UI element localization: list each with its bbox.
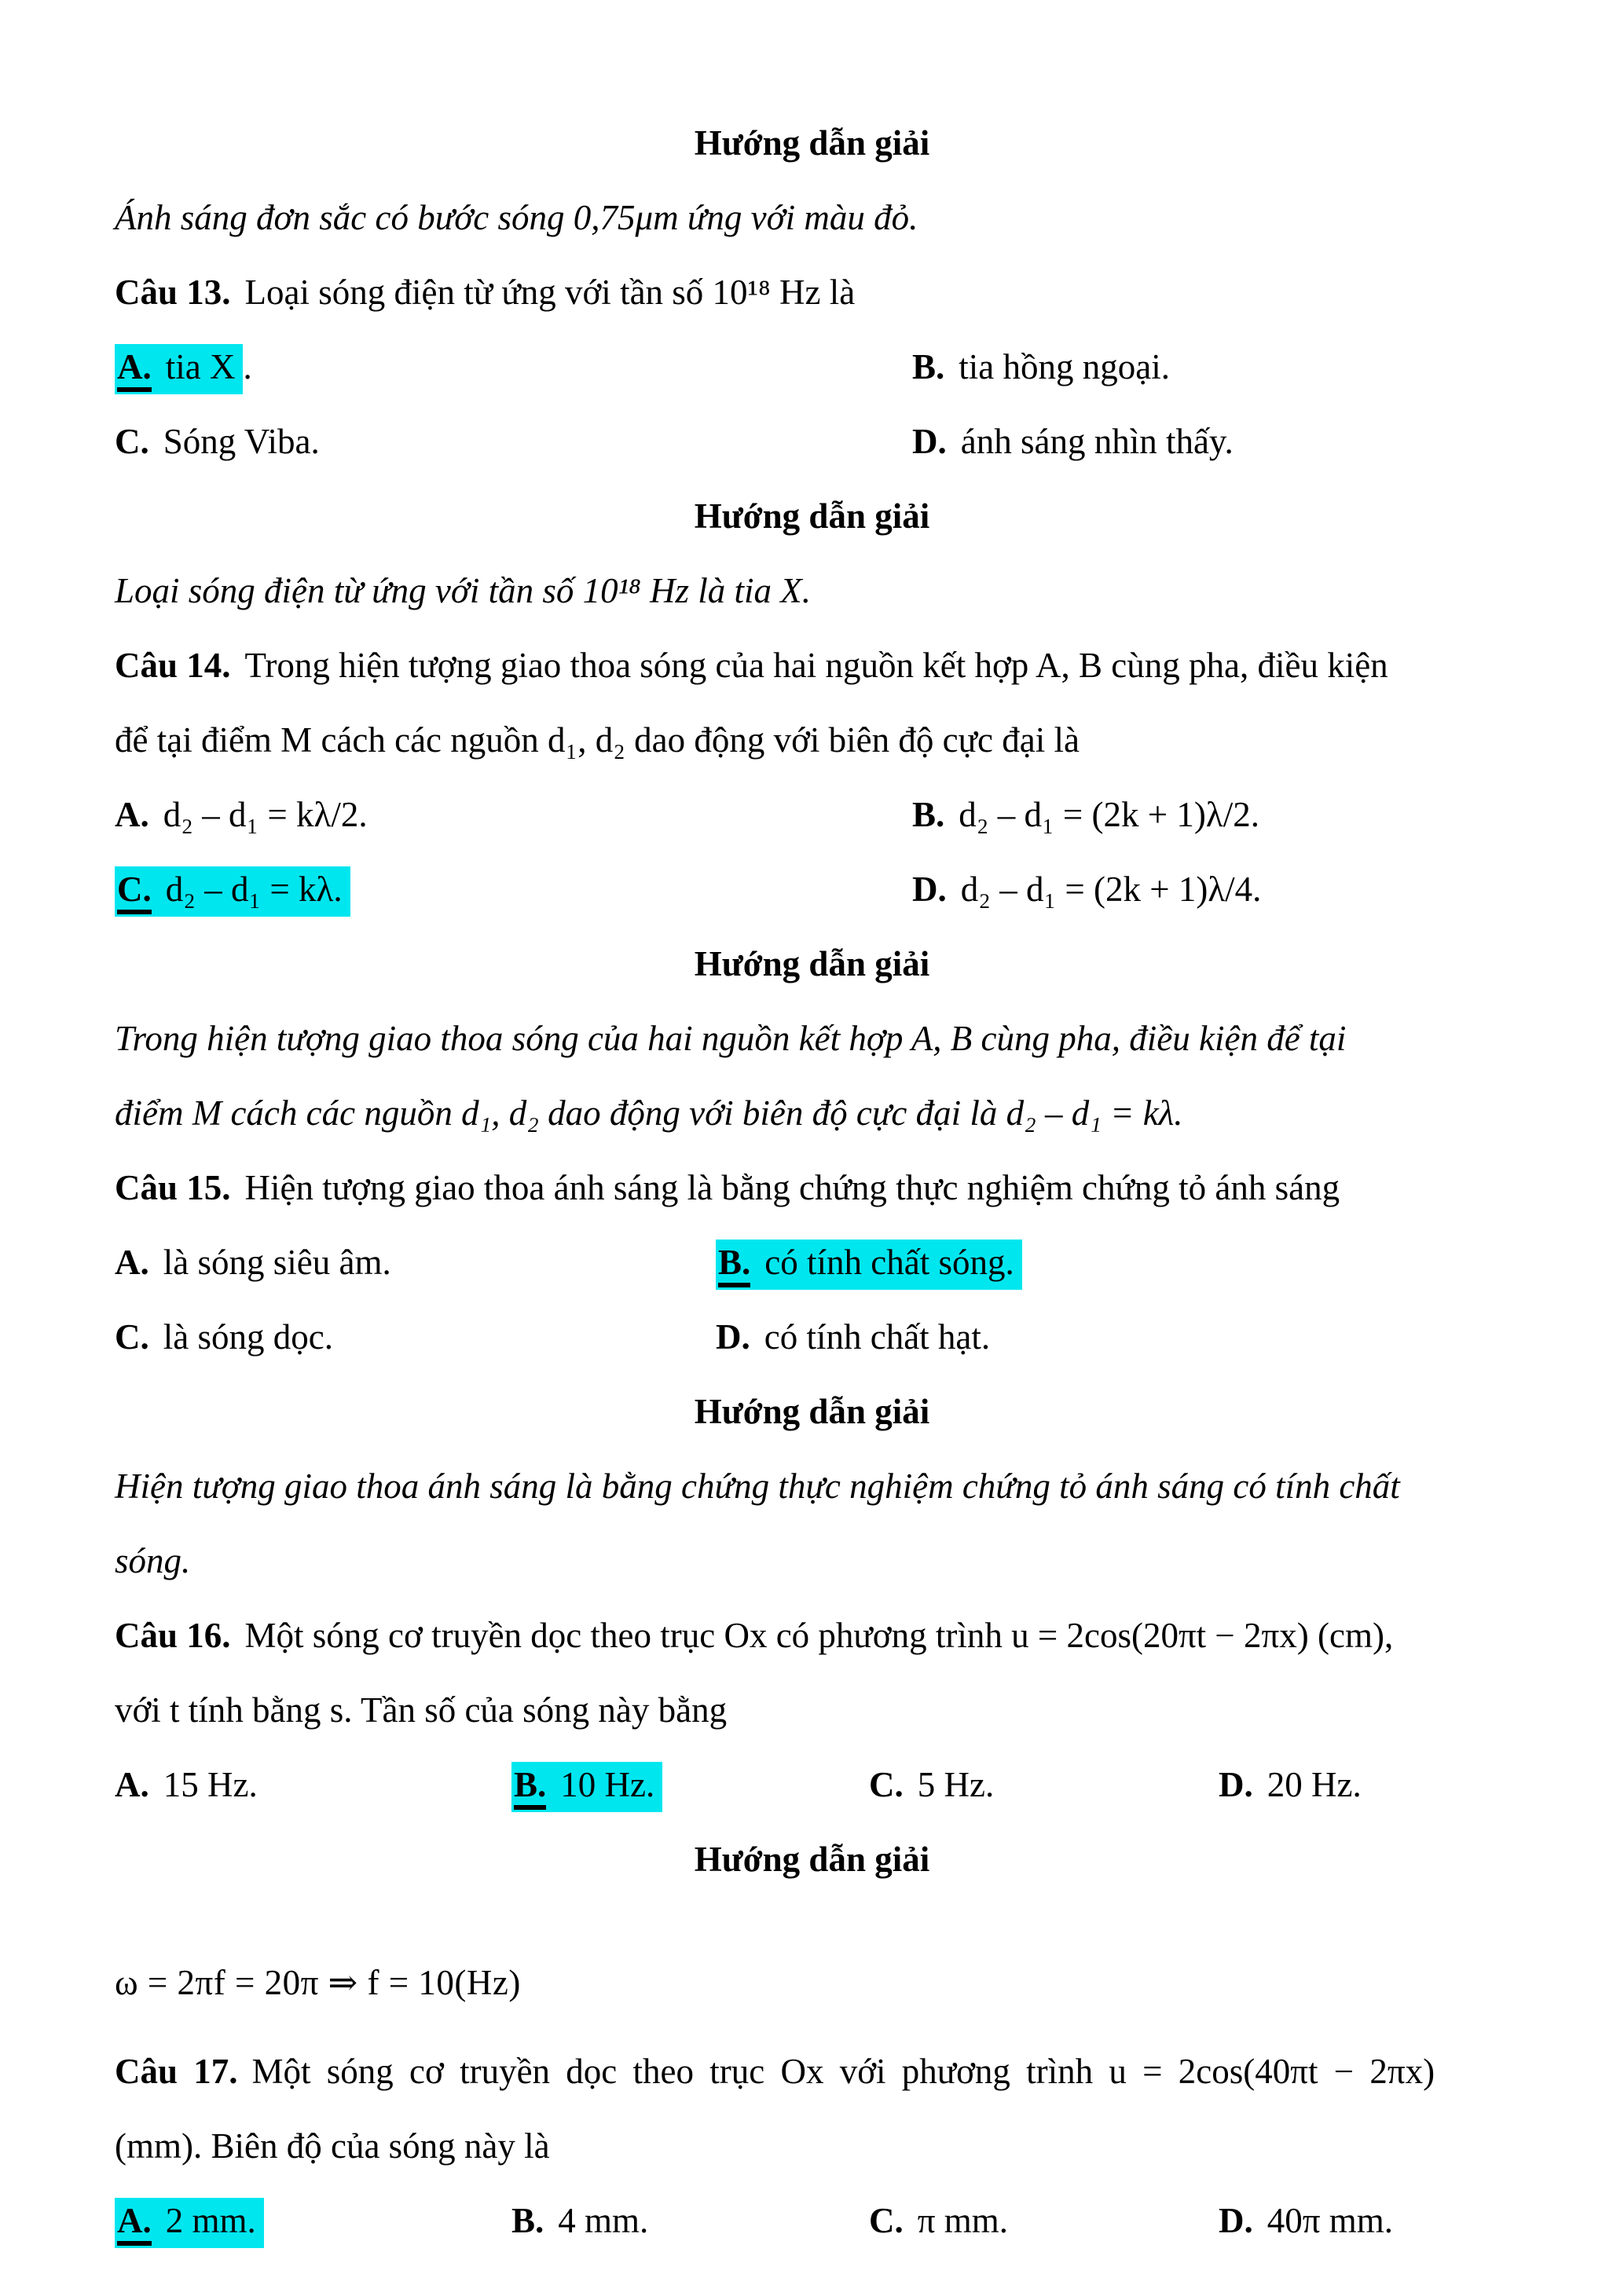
q16-stem-line-1 — [115, 1598, 1509, 1673]
q16-option-b-highlight — [511, 1762, 662, 1812]
q17-option-b-letter: B. — [511, 2201, 544, 2240]
q13-option-d-text: ánh sáng nhìn thấy. — [960, 422, 1234, 461]
q13-options-row-1 — [115, 330, 1509, 405]
q17-stem-text-1: Một sóng cơ truyền dọc theo trục Ox với phương trình u = 2cos(40πt − 2πx) — [251, 2052, 1435, 2091]
solution-heading-2 — [115, 479, 1509, 554]
q13-option-b-letter: B. — [912, 347, 945, 386]
q16-option-d — [1219, 1748, 1509, 1822]
q16-option-b-letter: B. — [514, 1765, 546, 1810]
q15-option-b-letter: B. — [718, 1243, 750, 1287]
solution-heading-1 — [115, 106, 1509, 181]
solution-heading-3-text: Hướng dẫn giải — [694, 944, 930, 983]
q14-option-c-letter: C. — [117, 870, 152, 914]
q17-option-a-highlight — [115, 2198, 264, 2248]
q13-stem-text: Loại sóng điện từ ứng với tần số 10¹⁸ Hz là — [244, 273, 856, 312]
q14-option-d — [912, 852, 1509, 927]
q13-option-a — [115, 330, 912, 405]
q16-option-c — [869, 1748, 1219, 1822]
q16-option-b — [511, 1748, 869, 1822]
q17-option-d — [1219, 2184, 1509, 2258]
q16-stem-text-1: Một sóng cơ truyền dọc theo trục Ox có phương trình u = 2cos(20πt − 2πx) (cm), — [244, 1616, 1394, 1655]
q16-option-d-text: 20 Hz. — [1267, 1765, 1362, 1804]
q17-option-a-letter: A. — [117, 2201, 152, 2246]
q14-stem-text-2: để tại điểm M cách các nguồn d₁, d₂ dao động với biên độ cực đại là — [115, 720, 1080, 760]
q14-solution-line-1 — [115, 1002, 1509, 1076]
q15-option-a-text: là sóng siêu âm. — [163, 1243, 391, 1282]
q15-option-c-letter: C. — [115, 1317, 149, 1357]
solution-heading-4-text: Hướng dẫn giải — [694, 1392, 930, 1431]
solution-heading-4 — [115, 1375, 1509, 1449]
q15-option-d — [716, 1300, 1509, 1375]
q15-number: Câu 15. — [115, 1168, 231, 1207]
q14-option-c — [115, 852, 912, 927]
q16-option-b-text: 10 Hz. — [560, 1765, 655, 1804]
q17-option-b — [511, 2184, 869, 2258]
q16-option-a-text: 15 Hz. — [163, 1765, 258, 1804]
q13-option-d-letter: D. — [912, 422, 947, 461]
q17-option-a — [115, 2184, 511, 2258]
q14-options-row-2 — [115, 852, 1509, 927]
q14-option-d-text: d₂ – d₁ = (2k + 1)λ/4. — [960, 870, 1262, 909]
q14-option-b-text: d₂ – d₁ = (2k + 1)λ/2. — [959, 795, 1259, 834]
q14-option-b — [912, 778, 1509, 852]
q14-solution-line-2 — [115, 1076, 1509, 1151]
q15-solution-text-1: Hiện tượng giao thoa ánh sáng là bằng chứng thực nghiệm chứng tỏ ánh sáng có tính chất — [115, 1467, 1400, 1506]
q13-option-a-highlight — [115, 344, 243, 394]
q17-number: Câu 17. — [115, 2052, 238, 2091]
q15-options-row-1 — [115, 1225, 1509, 1300]
q14-option-a-text: d₂ – d₁ = kλ/2. — [163, 795, 368, 834]
q15-solution-line-2 — [115, 1524, 1509, 1598]
q16-solution-formula — [115, 1946, 1509, 2020]
q16-option-a — [115, 1748, 511, 1822]
solution-heading-3 — [115, 927, 1509, 1002]
q13-option-c-text: Sóng Viba. — [163, 422, 320, 461]
q17-option-d-letter: D. — [1219, 2201, 1253, 2240]
q17-options-row — [115, 2184, 1509, 2258]
q14-solution-text-1: Trong hiện tượng giao thoa sóng của hai nguồn kết hợp A, B cùng pha, điều kiện để tại — [115, 1019, 1347, 1058]
q15-solution-line-1 — [115, 1449, 1509, 1524]
q15-stem — [115, 1151, 1509, 1225]
q13-option-a-letter: A. — [117, 347, 152, 392]
q14-option-c-text: d₂ – d₁ = kλ. — [165, 870, 343, 909]
q16-option-d-letter: D. — [1219, 1765, 1253, 1804]
q17-option-a-text: 2 mm. — [165, 2201, 256, 2240]
q16-stem-text-2: với t tính bằng s. Tần số của sóng này bằng — [115, 1690, 728, 1730]
q16-option-c-text: 5 Hz. — [917, 1765, 995, 1804]
q13-number: Câu 13. — [115, 273, 231, 312]
q16-option-a-letter: A. — [115, 1765, 149, 1804]
q13-solution-text — [115, 554, 1509, 628]
q16-options-row — [115, 1748, 1509, 1822]
q16-number: Câu 16. — [115, 1616, 231, 1655]
q17-option-c-text: π mm. — [917, 2201, 1008, 2240]
q17-stem-line-2 — [115, 2109, 1509, 2184]
prev-question-solution-text — [115, 181, 1509, 255]
q17-option-c — [869, 2184, 1219, 2258]
q14-stem-text-1: Trong hiện tượng giao thoa sóng của hai nguồn kết hợp A, B cùng pha, điều kiện — [244, 646, 1388, 685]
q17-stem-line-1 — [115, 2034, 1509, 2109]
solution-heading-1-text: Hướng dẫn giải — [694, 123, 930, 163]
solution-heading-5-text: Hướng dẫn giải — [694, 1840, 930, 1879]
q13-options-row-2 — [115, 405, 1509, 479]
q16-stem-line-2 — [115, 1673, 1509, 1748]
q15-option-b-text: có tính chất sóng. — [764, 1243, 1014, 1282]
q15-option-d-letter: D. — [716, 1317, 750, 1357]
q14-option-a — [115, 778, 912, 852]
q14-number: Câu 14. — [115, 646, 231, 685]
q15-option-c-text: là sóng dọc. — [163, 1317, 333, 1357]
q17-option-b-text: 4 mm. — [558, 2201, 649, 2240]
q13-option-d — [912, 405, 1509, 479]
q16-solution-formula-text: ω = 2πf = 20π ⇒ f = 10(Hz) — [115, 1963, 521, 2002]
solution-heading-2-text: Hướng dẫn giải — [694, 496, 930, 536]
q15-option-b — [716, 1225, 1509, 1300]
q17-option-c-letter: C. — [869, 2201, 904, 2240]
q13-option-a-tail: . — [243, 347, 252, 386]
q14-stem-line-2 — [115, 703, 1509, 778]
solution-heading-5 — [115, 1822, 1509, 1897]
q15-option-b-highlight — [716, 1240, 1022, 1290]
q14-stem-line-1 — [115, 628, 1509, 703]
q15-option-c — [115, 1300, 716, 1375]
q13-solution-line: Loại sóng điện từ ứng với tần số 10¹⁸ Hz là tia X. — [115, 571, 812, 610]
q13-option-a-text: tia X — [165, 347, 236, 386]
q14-option-a-letter: A. — [115, 795, 149, 834]
q13-option-b — [912, 330, 1509, 405]
q13-option-c — [115, 405, 912, 479]
q14-solution-text-2: điểm M cách các nguồn d₁, d₂ dao động với biên độ cực đại là d₂ – d₁ = kλ. — [115, 1093, 1183, 1133]
q17-stem-text-2: (mm). Biên độ của sóng này là — [115, 2126, 550, 2166]
q13-option-c-letter: C. — [115, 422, 149, 461]
q15-solution-text-2: sóng. — [115, 1541, 191, 1580]
prev-question-solution-line: Ánh sáng đơn sắc có bước sóng 0,75μm ứng với màu đỏ. — [115, 198, 918, 237]
q14-options-row-1 — [115, 778, 1509, 852]
q14-option-b-letter: B. — [912, 795, 945, 834]
q15-option-a-letter: A. — [115, 1243, 149, 1282]
q15-option-d-text: có tính chất hạt. — [764, 1317, 991, 1357]
q13-option-b-text: tia hồng ngoại. — [959, 347, 1170, 386]
q15-options-row-2 — [115, 1300, 1509, 1375]
q14-option-d-letter: D. — [912, 870, 947, 909]
q16-option-c-letter: C. — [869, 1765, 904, 1804]
q15-stem-text: Hiện tượng giao thoa ánh sáng là bằng chứng thực nghiệm chứng tỏ ánh sáng — [244, 1168, 1340, 1207]
q13-stem — [115, 255, 1509, 330]
q15-option-a — [115, 1225, 716, 1300]
q14-option-c-highlight — [115, 866, 350, 917]
q17-option-d-text: 40π mm. — [1267, 2201, 1393, 2240]
